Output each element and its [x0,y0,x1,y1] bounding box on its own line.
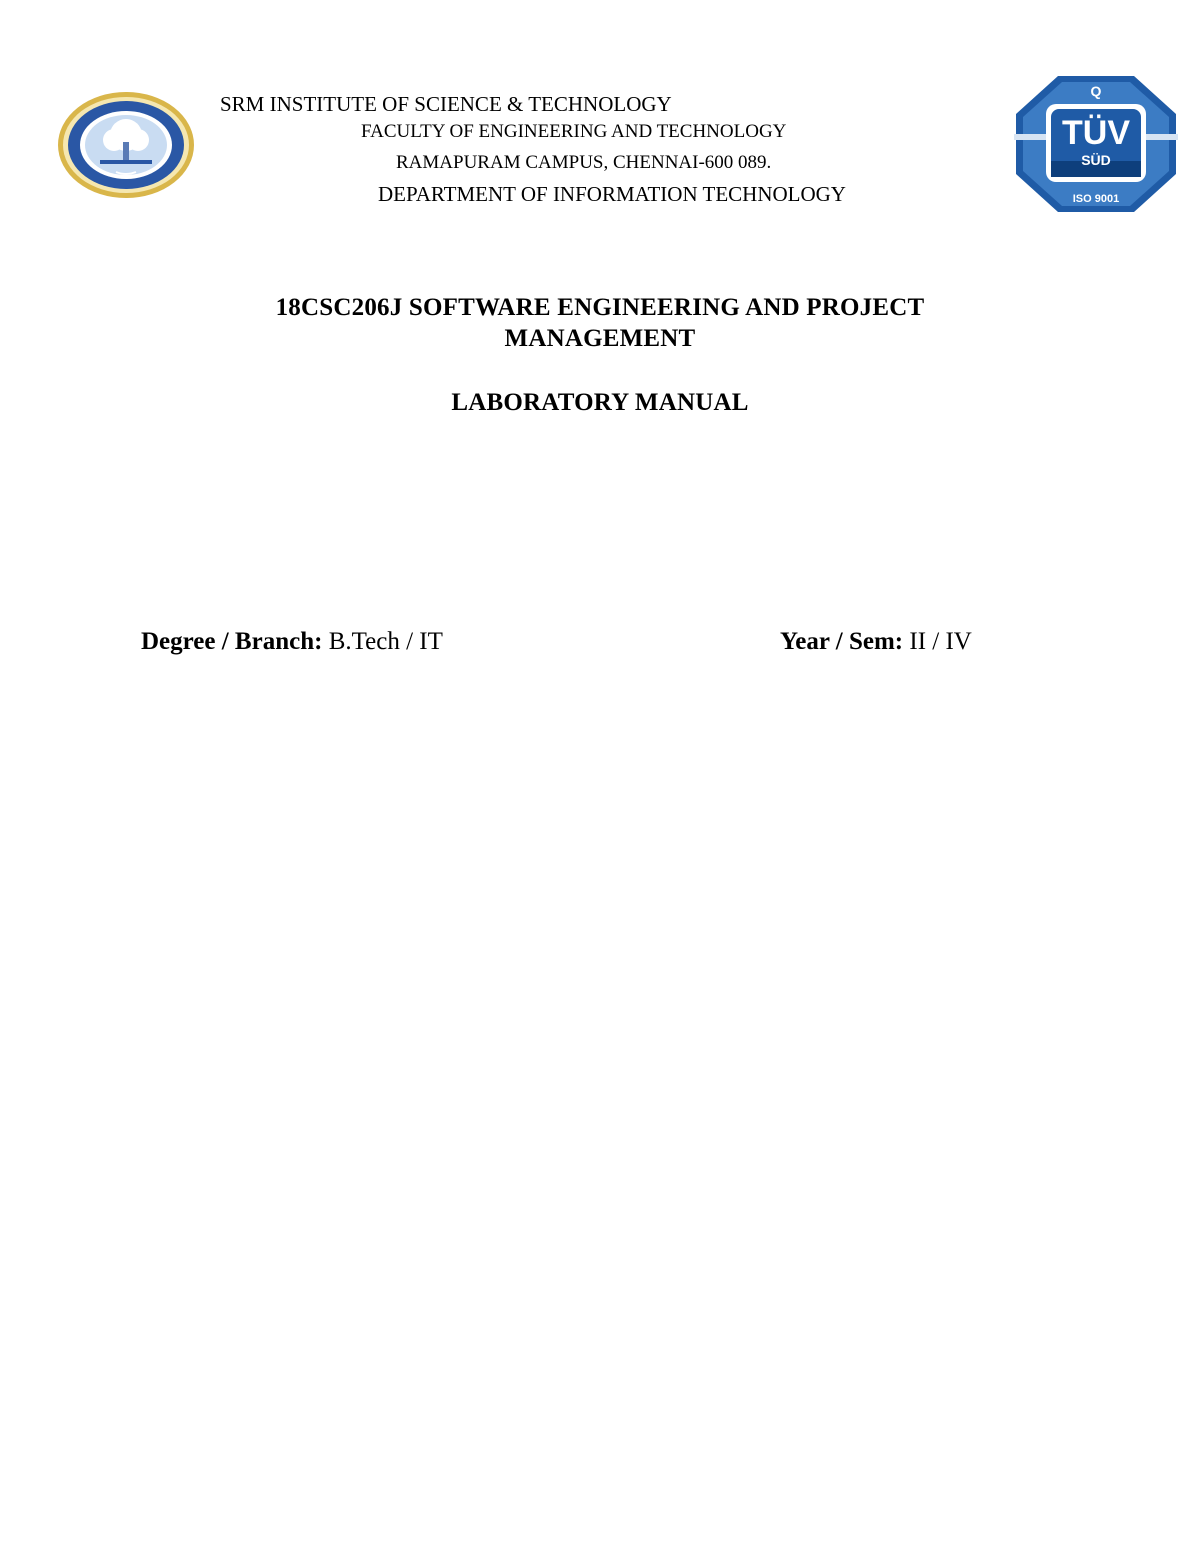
tuv-q-mark: Q [1090,83,1102,99]
tuv-sub-text: SÜD [1081,152,1111,168]
course-title-line2: MANAGEMENT [504,325,696,352]
degree-branch [141,628,443,656]
tuv-brand-text: TÜV [1062,114,1130,152]
course-title-line1: 18CSC206J SOFTWARE ENGINEERING AND PROJECT [275,294,925,321]
srm-seal-icon [56,90,196,200]
degree-value: B.Tech / IT [328,628,443,655]
srm-seal-logo [56,90,196,200]
institute-name: SRM INSTITUTE OF SCIENCE & TECHNOLOGY [220,92,672,116]
faculty-name: FACULTY OF ENGINEERING AND TECHNOLOGY [361,121,787,142]
campus-address: RAMAPURAM CAMPUS, CHENNAI-600 089. [396,152,772,173]
tuv-cert-text: ISO 9001 [1072,193,1120,205]
department-name: DEPARTMENT OF INFORMATION TECHNOLOGY [378,182,846,206]
tuv-sud-icon [1014,74,1178,214]
year-value: II / IV [909,628,972,655]
year-sem [780,628,972,656]
year-label: Year / Sem: [780,628,904,655]
tuv-sud-logo [1014,74,1178,214]
degree-label: Degree / Branch: [141,628,323,655]
manual-subtitle: LABORATORY MANUAL [451,389,749,416]
course-title [0,292,1200,354]
